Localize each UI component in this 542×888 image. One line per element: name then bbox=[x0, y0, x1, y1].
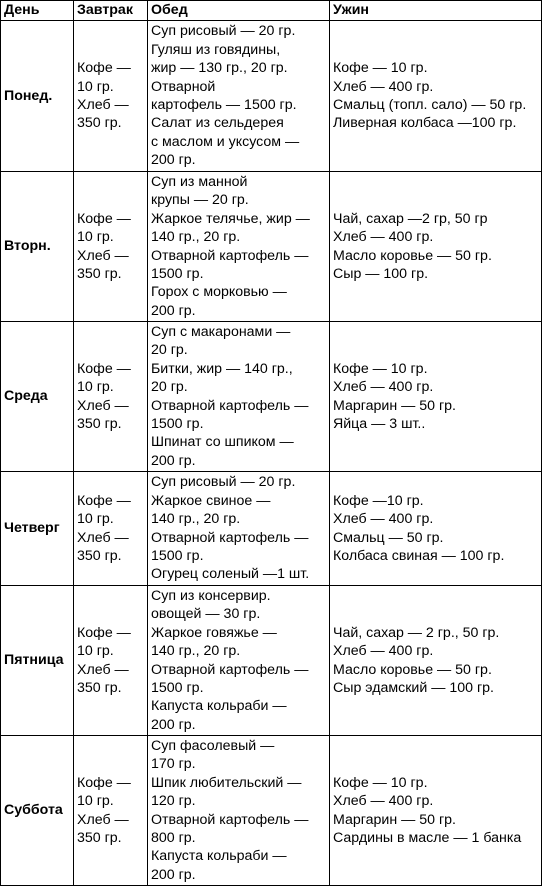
lunch-line: 200 гр. bbox=[151, 866, 196, 883]
lunch-line: с маслом и уксусом — bbox=[151, 133, 300, 150]
dinner-line: Колбаса свиная — 100 гр. bbox=[333, 547, 505, 564]
lunch-line: Суп рисовый — 20 гр. bbox=[151, 23, 296, 40]
lunch-line: Шпинат со шпиком — bbox=[151, 434, 294, 451]
lunch-line: Отварной bbox=[151, 78, 216, 95]
breakfast-cell bbox=[74, 736, 148, 886]
header-breakfast: Завтрак bbox=[74, 1, 148, 21]
lunch-line: Жаркое свиное — bbox=[151, 492, 271, 509]
lunch-line: Жаркое телячье, жир — bbox=[151, 210, 310, 227]
dinner-cell bbox=[330, 322, 542, 472]
table-row bbox=[1, 472, 542, 586]
lunch-line: 1500 гр. bbox=[151, 679, 204, 696]
breakfast-line: 350 гр. bbox=[77, 679, 122, 696]
lunch-line: 20 гр. bbox=[151, 342, 188, 359]
lunch-line: Суп с макаронами — bbox=[151, 323, 291, 340]
breakfast-cell bbox=[74, 472, 148, 586]
breakfast-cell bbox=[74, 21, 148, 172]
lunch-cell bbox=[148, 736, 330, 886]
lunch-line: 1500 гр. bbox=[151, 547, 204, 564]
breakfast-line: Хлеб — bbox=[77, 811, 129, 828]
day-cell: Понед. bbox=[1, 21, 74, 172]
breakfast-line: 350 гр. bbox=[77, 265, 122, 282]
lunch-line: 140 гр., 20 гр. bbox=[151, 229, 241, 246]
dinner-cell bbox=[330, 586, 542, 736]
lunch-line: 1500 гр. bbox=[151, 265, 204, 282]
dinner-line: Сардины в масле — 1 банка bbox=[333, 829, 522, 846]
lunch-line: 200 гр. bbox=[151, 452, 196, 469]
breakfast-line: Хлеб — bbox=[77, 397, 129, 414]
dinner-line: Смальц (топл. сало) — 50 гр. bbox=[333, 97, 527, 113]
day-cell: Пятница bbox=[1, 586, 74, 736]
dinner-line: Смальц — 50 гр. bbox=[333, 529, 444, 546]
dinner-line: Сыр эдамский — 100 гр. bbox=[333, 679, 494, 696]
breakfast-line: Кофе — bbox=[77, 360, 131, 377]
lunch-cell bbox=[148, 586, 330, 736]
table-row bbox=[1, 736, 542, 886]
dinner-line: Кофе — 10 гр. bbox=[333, 774, 428, 791]
dinner-line: Маргарин — 50 гр. bbox=[333, 397, 456, 414]
lunch-line: Жаркое говяжье — bbox=[151, 624, 277, 641]
lunch-line: Суп фасолевый — bbox=[151, 737, 275, 754]
lunch-line: Капуста кольраби — bbox=[151, 848, 287, 865]
breakfast-line: 350 гр. bbox=[77, 115, 122, 132]
lunch-line: Горох с морковью — bbox=[151, 284, 287, 301]
lunch-line: 800 гр. bbox=[151, 829, 196, 846]
lunch-line: Отварной картофель — bbox=[151, 247, 309, 264]
lunch-line: Капуста кольраби — bbox=[151, 698, 287, 715]
lunch-cell bbox=[148, 472, 330, 586]
header-lunch: Обед bbox=[148, 1, 330, 21]
breakfast-line: Хлеб — bbox=[77, 247, 129, 264]
dinner-line: Хлеб — 400 гр. bbox=[333, 78, 434, 95]
lunch-cell bbox=[148, 322, 330, 472]
breakfast-cell bbox=[74, 172, 148, 322]
breakfast-line: 10 гр. bbox=[77, 78, 114, 95]
breakfast-cell bbox=[74, 322, 148, 472]
header-row bbox=[1, 1, 542, 21]
breakfast-line: 10 гр. bbox=[77, 793, 114, 810]
lunch-line: 20 гр. bbox=[151, 379, 188, 396]
lunch-line: Битки, жир — 140 гр., bbox=[151, 360, 293, 377]
lunch-line: 200 гр. bbox=[151, 716, 196, 733]
dinner-line: Кофе —10 гр. bbox=[333, 492, 424, 509]
lunch-cell bbox=[148, 172, 330, 322]
lunch-line: Суп рисовый — 20 гр. bbox=[151, 474, 296, 491]
table-row bbox=[1, 322, 542, 472]
dinner-cell bbox=[330, 172, 542, 322]
dinner-line: Хлеб — 400 гр. bbox=[333, 511, 434, 528]
dinner-line: Хлеб — 400 гр. bbox=[333, 229, 434, 246]
dinner-line: Яйца — 3 шт.. bbox=[333, 415, 426, 432]
dinner-line: Масло коровье — 50 гр. bbox=[333, 661, 492, 678]
breakfast-line: Кофе — bbox=[77, 60, 131, 77]
lunch-line: 200 гр. bbox=[151, 152, 196, 169]
menu-body bbox=[1, 21, 542, 886]
lunch-line: Отварной картофель — bbox=[151, 661, 309, 678]
lunch-line: картофель — 1500 гр. bbox=[151, 97, 297, 113]
dinner-line: Хлеб — 400 гр. bbox=[333, 793, 434, 810]
day-cell: Среда bbox=[1, 322, 74, 472]
lunch-line: 140 гр., 20 гр. bbox=[151, 643, 241, 660]
dinner-line: Чай, сахар —2 гр, 50 гр bbox=[333, 210, 488, 227]
lunch-line: 140 гр., 20 гр. bbox=[151, 511, 241, 528]
dinner-line: Кофе — 10 гр. bbox=[333, 60, 428, 77]
day-cell: Четверг bbox=[1, 472, 74, 586]
breakfast-line: 350 гр. bbox=[77, 829, 122, 846]
breakfast-line: 10 гр. bbox=[77, 643, 114, 660]
lunch-line: 200 гр. bbox=[151, 302, 196, 319]
breakfast-line: 10 гр. bbox=[77, 379, 114, 396]
lunch-line: 170 гр. bbox=[151, 756, 196, 773]
dinner-line: Хлеб — 400 гр. bbox=[333, 643, 434, 660]
dinner-line: Сыр — 100 гр. bbox=[333, 265, 429, 282]
breakfast-line: Хлеб — bbox=[77, 529, 129, 546]
lunch-line: Суп из консервир. bbox=[151, 587, 271, 604]
table-row bbox=[1, 172, 542, 322]
dinner-line: Масло коровье — 50 гр. bbox=[333, 247, 492, 264]
dinner-cell bbox=[330, 736, 542, 886]
breakfast-cell bbox=[74, 586, 148, 736]
lunch-line: овощей — 30 гр. bbox=[151, 606, 261, 623]
lunch-line: Отварной картофель — bbox=[151, 397, 309, 414]
dinner-line: Хлеб — 400 гр. bbox=[333, 379, 434, 396]
breakfast-line: Кофе — bbox=[77, 774, 131, 791]
breakfast-line: Кофе — bbox=[77, 210, 131, 227]
header-dinner: Ужин bbox=[330, 1, 542, 21]
lunch-cell bbox=[148, 21, 330, 172]
dinner-cell bbox=[330, 472, 542, 586]
table-row bbox=[1, 586, 542, 736]
breakfast-line: Кофе — bbox=[77, 624, 131, 641]
day-cell: Вторн. bbox=[1, 172, 74, 322]
breakfast-line: 10 гр. bbox=[77, 511, 114, 528]
dinner-line: Чай, сахар — 2 гр., 50 гр. bbox=[333, 624, 500, 641]
lunch-line: 120 гр. bbox=[151, 793, 196, 810]
breakfast-line: Хлеб — bbox=[77, 661, 129, 678]
lunch-line: Суп из манной bbox=[151, 173, 248, 190]
breakfast-line: Хлеб — bbox=[77, 97, 129, 113]
header-day: День bbox=[1, 1, 74, 21]
lunch-line: Отварной картофель — bbox=[151, 529, 309, 546]
table-row bbox=[1, 21, 542, 172]
day-cell: Суббота bbox=[1, 736, 74, 886]
lunch-line: 1500 гр. bbox=[151, 415, 204, 432]
lunch-line: Отварной картофель — bbox=[151, 811, 309, 828]
dinner-line: Ливерная колбаса —100 гр. bbox=[333, 115, 517, 132]
breakfast-line: 350 гр. bbox=[77, 415, 122, 432]
lunch-line: Салат из сельдерея bbox=[151, 115, 284, 132]
dinner-line: Кофе — 10 гр. bbox=[333, 360, 428, 377]
lunch-line: Шпик любительский — bbox=[151, 774, 302, 791]
dinner-line: Маргарин — 50 гр. bbox=[333, 811, 456, 828]
breakfast-line: Кофе — bbox=[77, 492, 131, 509]
lunch-line: жир — 130 гр., 20 гр. bbox=[151, 60, 288, 77]
lunch-line: Гуляш из говядины, bbox=[151, 41, 281, 58]
lunch-line: Огурец соленый —1 шт. bbox=[151, 566, 310, 583]
lunch-line: крупы — 20 гр. bbox=[151, 192, 249, 209]
breakfast-line: 350 гр. bbox=[77, 547, 122, 564]
dinner-cell bbox=[330, 21, 542, 172]
breakfast-line: 10 гр. bbox=[77, 229, 114, 246]
